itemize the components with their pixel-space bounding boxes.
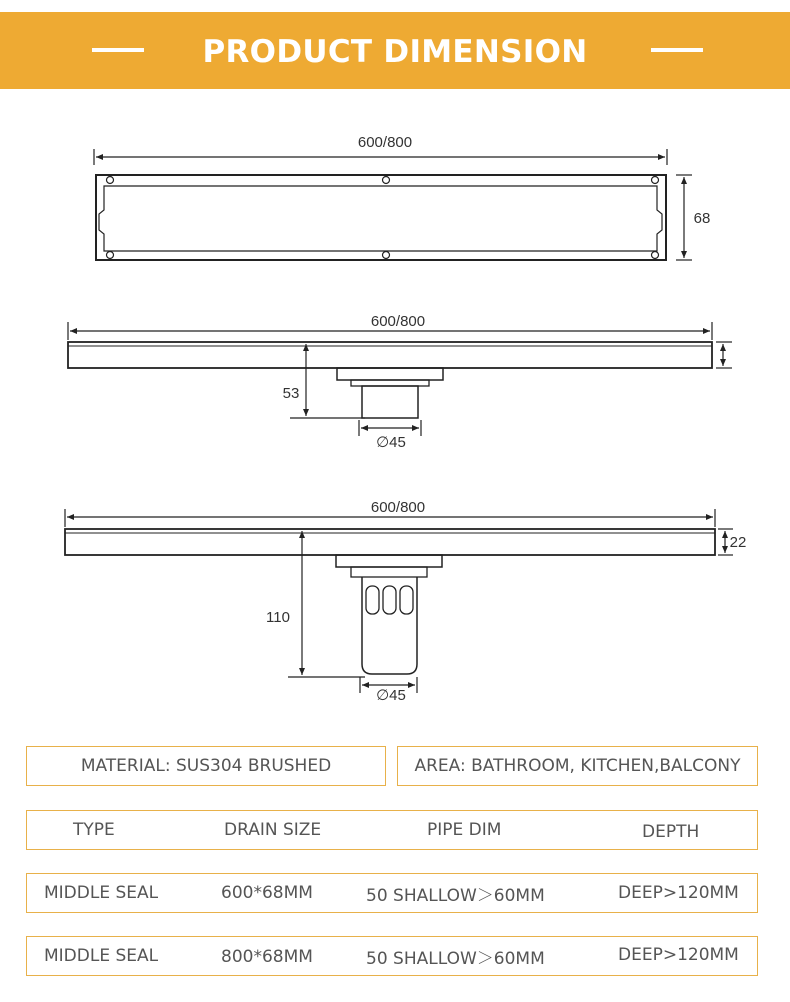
deep-height-label: 22	[729, 534, 747, 551]
table-row	[26, 873, 758, 913]
table-header-cell: PIPE DIM	[427, 820, 502, 840]
top-view-inner-frame	[99, 186, 662, 251]
shallow-pipe-label: ∅45	[376, 434, 406, 451]
material-text: MATERIAL: SUS304 BRUSHED	[80, 756, 332, 776]
table-header	[26, 810, 758, 850]
table-cell: DEEP>120MM	[618, 883, 739, 903]
shallow-side-view	[68, 322, 732, 436]
table-cell: 800*68MM	[221, 947, 313, 967]
table-header-cell: DEPTH	[642, 822, 700, 842]
shallow-drain-pipe	[362, 386, 418, 418]
table-cell: 50 SHALLOW＞60MM	[366, 949, 545, 969]
table-cell: 600*68MM	[221, 883, 313, 903]
table-header-cell: DRAIN SIZE	[224, 820, 322, 840]
shallow-depth-label: 53	[282, 385, 300, 402]
top-length-label: 600/800	[357, 134, 413, 151]
table-header-cell: TYPE	[73, 820, 115, 840]
table-cell: MIDDLE SEAL	[44, 883, 159, 903]
deep-depth-label: 110	[266, 609, 290, 626]
deep-length-label: 600/800	[370, 499, 426, 516]
shallow-length-label: 600/800	[370, 313, 426, 330]
table-cell: MIDDLE SEAL	[44, 946, 159, 966]
area-text: AREA: BATHROOM, KITCHEN,BALCONY	[414, 756, 741, 776]
table-row	[26, 936, 758, 976]
page-title: PRODUCT DIMENSION	[202, 34, 588, 70]
deep-side-view	[65, 509, 733, 693]
top-view	[94, 149, 692, 260]
table-cell: DEEP>120MM	[618, 945, 739, 965]
top-view-outer-frame	[96, 175, 666, 260]
table-cell: 50 SHALLOW＞60MM	[366, 886, 545, 906]
top-width-label: 68	[693, 210, 711, 227]
area-box	[397, 746, 758, 786]
material-box	[26, 746, 386, 786]
deep-drain-trap	[362, 577, 417, 674]
deep-pipe-label: ∅45	[376, 687, 406, 704]
